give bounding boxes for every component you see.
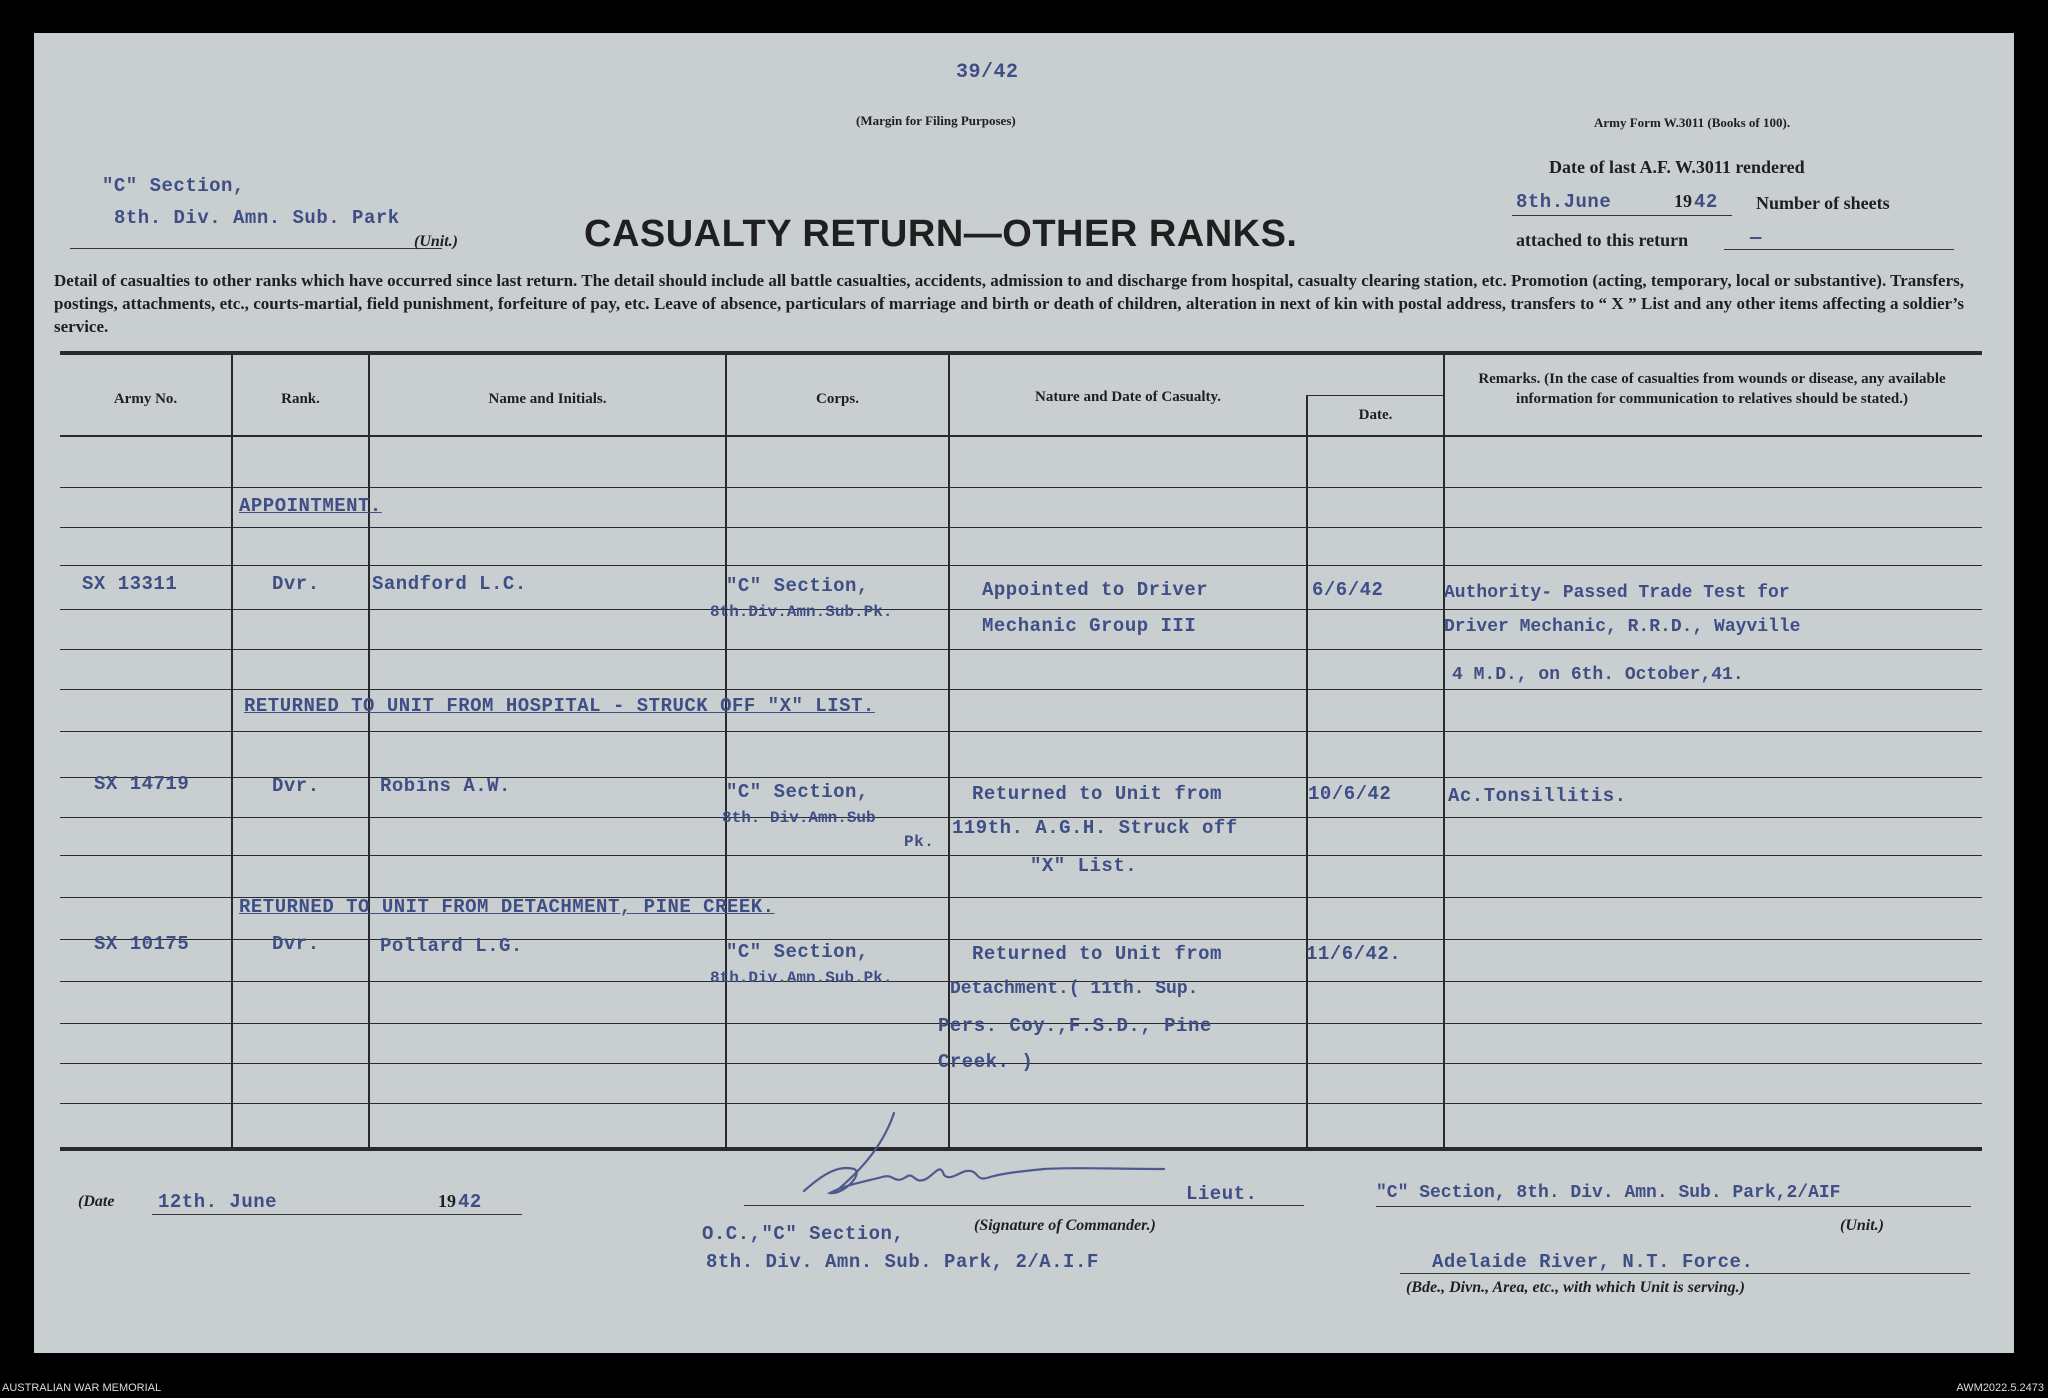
entry-nature: Returned to Unit from (972, 783, 1222, 805)
entry-corps: "C" Section, (726, 941, 869, 963)
header-bottom-rule (60, 435, 1982, 437)
entry-corps: "C" Section, (726, 575, 869, 597)
commander-rank: Lieut. (1186, 1183, 1258, 1205)
entry-nature: Appointed to Driver (982, 579, 1209, 601)
unit-label: (Unit.) (414, 233, 458, 250)
entry-corps: 8th. Div.Amn.Sub (722, 809, 876, 827)
row-rule (60, 689, 1982, 690)
entry-corps: 8th.Div.Amn.Sub.Pk. (710, 603, 893, 621)
entry-date: 6/6/42 (1312, 579, 1384, 601)
archive-label: AUSTRALIAN WAR MEMORIAL (2, 1382, 162, 1394)
table-top-rule (60, 351, 1982, 355)
unit-line-2: 8th. Div. Amn. Sub. Park (114, 207, 400, 229)
attached-label: attached to this return (1516, 230, 1689, 250)
form-id: Army Form W.3011 (Books of 100). (1594, 115, 1791, 130)
header-nature: Nature and Date of Casualty. (1035, 389, 1221, 405)
row-rule (60, 609, 1982, 610)
entry-corps: 8th.Div.Amn.Sub.Pk. (710, 969, 893, 987)
entry-nature: "X" List. (1030, 855, 1138, 877)
entry-nature: Pers. Coy.,F.S.D., Pine (938, 1015, 1212, 1037)
row-rule (60, 527, 1982, 528)
entry-corps: "C" Section, (726, 781, 869, 803)
col-divider (368, 353, 370, 1149)
date-last-label: Date of last A.F. W.3011 rendered (1549, 157, 1805, 177)
row-rule (60, 855, 1982, 856)
date-last-year-prefix: 19 (1674, 191, 1692, 211)
entry-name: Sandford L.C. (372, 573, 527, 595)
date-last-value: 8th.June (1516, 191, 1612, 213)
col-divider (1306, 395, 1308, 1149)
header-corps: Corps. (816, 391, 859, 407)
entry-date: 11/6/42. (1306, 943, 1402, 965)
entry-nature: Detachment.( 11th. Sup. (950, 979, 1199, 999)
row-rule (60, 731, 1982, 732)
location-value: Adelaide River, N.T. Force. (1432, 1251, 1754, 1273)
header-name: Name and Initials. (488, 391, 607, 407)
oc-line-1: O.C.,"C" Section, (702, 1223, 905, 1245)
entry-name: Robins A.W. (380, 775, 511, 797)
entry-nature: Mechanic Group III (982, 615, 1197, 637)
entry-rank: Dvr. (272, 775, 320, 797)
archive-ref: AWM2022.5.2473 (1956, 1382, 2044, 1394)
entry-corps: Pk. (904, 833, 935, 851)
entry-remarks: Authority- Passed Trade Test for (1444, 583, 1790, 603)
entry-date: 10/6/42 (1308, 783, 1392, 805)
unit-value: "C" Section, 8th. Div. Amn. Sub. Park,2/AIF (1376, 1183, 1841, 1203)
filing-number: 39/42 (956, 61, 1019, 84)
attached-rule (1724, 249, 1954, 250)
entry-nature: Creek. ) (938, 1051, 1034, 1073)
row-rule (60, 939, 1982, 940)
col-divider (231, 353, 233, 1149)
oc-line-2: 8th. Div. Amn. Sub. Park, 2/A.I.F (706, 1251, 1099, 1273)
unit-line-1: "C" Section, (102, 175, 245, 197)
header-remarks: Remarks. (In the case of casualties from wounds or disease, any available information for communication to relatives should be stated.) (1478, 371, 1946, 407)
date-last-year: 42 (1694, 191, 1718, 213)
page-title: CASUALTY RETURN—OTHER RANKS. (584, 213, 1298, 255)
unit-rule (70, 248, 442, 249)
entry-army-no: SX 13311 (82, 573, 178, 595)
margin-note: (Margin for Filing Purposes) (856, 113, 1016, 128)
section-returned-hospital: RETURNED TO UNIT FROM HOSPITAL - STRUCK OFF "X" LIST. (244, 695, 875, 717)
date-value: 12th. June (158, 1191, 278, 1213)
col-divider (1443, 353, 1445, 1149)
year-prefix: 19 (438, 1191, 456, 1211)
header-date: Date. (1358, 407, 1393, 423)
date-label: (Date (78, 1193, 115, 1210)
row-rule (60, 777, 1982, 778)
header-army-no: Army No. (113, 391, 178, 407)
entry-remarks: 4 M.D., on 6th. October,41. (1452, 665, 1744, 685)
entry-rank: Dvr. (272, 933, 320, 955)
form-sheet (34, 33, 2014, 1353)
section-returned-detachment: RETURNED TO UNIT FROM DETACHMENT, PINE CREEK. (239, 896, 775, 918)
entry-army-no: SX 14719 (94, 773, 190, 795)
row-rule (60, 649, 1982, 650)
location-label: (Bde., Divn., Area, etc., with which Unit is serving.) (1406, 1279, 1745, 1296)
entry-name: Pollard L.G. (380, 935, 523, 957)
instructions-text: Detail of casualties to other ranks which have occurred since last return. The detail should include all battle casualties, accidents, admission to and discharge from hospital, casualty clearing station, etc. Promotion (acting, temporary, local or substantive). Transfers, postings, attachments, etc., courts-martial, field punishment, forfeiture of pay, etc. Leave of absence, particulars of marriage and birth or death of children, alteration in next of kin with postal address, transfers to “ X ” List and any other items affecting a soldier’s service. (54, 271, 1964, 336)
row-rule (60, 487, 1982, 488)
date-sub-rule (1306, 395, 1443, 396)
entry-rank: Dvr. (272, 573, 320, 595)
location-rule (1400, 1273, 1970, 1274)
signature-label: (Signature of Commander.) (974, 1217, 1156, 1234)
section-appointment: APPOINTMENT. (239, 495, 382, 517)
header-rank: Rank. (281, 391, 320, 407)
entry-remarks: Ac.Tonsillitis. (1448, 785, 1627, 807)
date-rule (152, 1214, 522, 1215)
entry-remarks: Driver Mechanic, R.R.D., Wayville (1444, 617, 1801, 637)
unit-value-label: (Unit.) (1840, 1217, 1884, 1234)
unit-value-rule (1376, 1206, 1971, 1207)
commander-signature (744, 1073, 1174, 1213)
attached-value: — (1750, 227, 1762, 249)
sheets-label: Number of sheets (1756, 193, 1890, 213)
entry-nature: Returned to Unit from (972, 943, 1222, 965)
date-last-rule (1512, 215, 1732, 216)
col-divider (725, 353, 727, 1149)
entry-nature: 119th. A.G.H. Struck off (952, 817, 1238, 839)
signature-rule (744, 1205, 1304, 1206)
year-value: 42 (458, 1191, 482, 1213)
row-rule (60, 565, 1982, 566)
entry-army-no: SX 10175 (94, 933, 190, 955)
